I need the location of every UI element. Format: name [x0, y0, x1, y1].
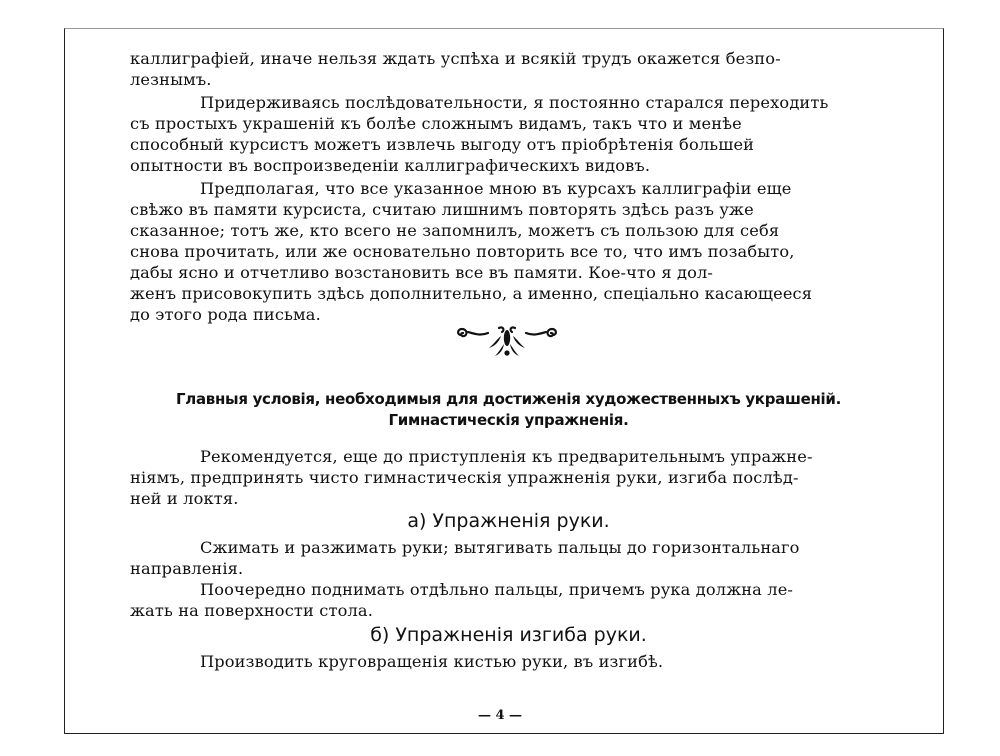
- section-title: [130, 389, 887, 431]
- text-line: Предполагая, что все указанное мною въ курсахъ каллиграфіи еще: [200, 179, 792, 198]
- text-line: Поочередно поднимать отдѣльно пальцы, причемъ рука должна ле-: [200, 580, 794, 599]
- paragraph-recommendation: [130, 446, 887, 509]
- text-line: сказанное; тотъ же, кто всего не запомнилъ, можетъ съ пользою для себя: [130, 221, 780, 240]
- text-line: до этого рода письма.: [130, 305, 321, 324]
- text-line: способный курсистъ можетъ извлечь выгоду отъ пріобрѣтенія большей: [130, 135, 755, 154]
- paragraph-wrist-exercise: [130, 651, 887, 672]
- text-line: Производить круговращенія кистью руки, въ изгибѣ.: [200, 652, 664, 671]
- text-line: дабы ясно и отчетливо возстановить все въ памяти. Кое-что я дол-: [130, 263, 714, 282]
- text-line: Рекомендуется, еще до приступленія къ предварительнымъ упражне-: [200, 447, 813, 466]
- page-number: — 4 —: [477, 708, 523, 723]
- paragraph-hand-exercise-2: [130, 579, 887, 621]
- ornament-divider-icon: [455, 324, 559, 360]
- text-line: лезнымъ.: [130, 70, 212, 89]
- paragraph-sequence: [130, 92, 887, 176]
- text-line: каллиграфіей, иначе нельзя ждать успѣха и всякій трудъ окажется безпо-: [130, 49, 781, 68]
- text-line: снова прочитать, или же основательно повторить все то, что имъ позабыто,: [130, 242, 795, 261]
- text-line: Сжимать и разжимать руки; вытягивать пальцы до горизонтальнаго: [200, 538, 800, 557]
- section-title-line: Главныя условія, необходимыя для достиженія художественныхъ украшеній.: [176, 390, 841, 408]
- text-line: ней и локтя.: [130, 489, 239, 508]
- text-line: ніямъ, предпринять чисто гимнастическія упражненія руки, изгиба послѣд-: [130, 468, 799, 487]
- text-line: Придерживаясь послѣдовательности, я постоянно старался переходить: [200, 93, 829, 112]
- section-title-line: Гимнастическія упражненія.: [388, 411, 629, 429]
- subheading-b: б) Упражненія изгиба руки.: [370, 624, 647, 646]
- text-line: опытности въ воспроизведеніи каллиграфическихъ видовъ.: [130, 156, 651, 175]
- text-line: направленія.: [130, 559, 244, 578]
- subheading-a: а) Упражненія руки.: [407, 510, 610, 532]
- text-line: съ простыхъ украшеній къ болѣе сложнымъ видамъ, такъ что и менѣе: [130, 114, 742, 133]
- text-line: женъ присовокупить здѣсь дополнительно, а именно, спеціально касающееся: [130, 284, 813, 303]
- paragraph-continued: [130, 48, 887, 90]
- text-line: свѣжо въ памяти курсиста, считаю лишнимъ повторять здѣсь разъ уже: [130, 200, 754, 219]
- paragraph-assumption: [130, 178, 887, 325]
- paragraph-hand-exercise-1: [130, 537, 887, 579]
- text-line: жать на поверхности стола.: [130, 601, 373, 620]
